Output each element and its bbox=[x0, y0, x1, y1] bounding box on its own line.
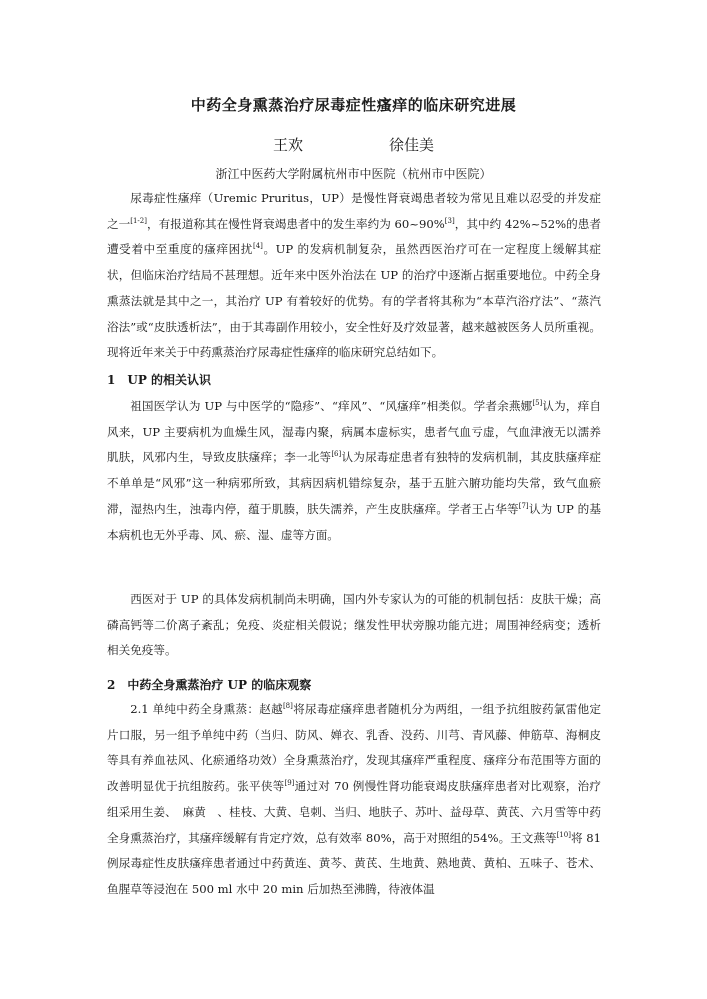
author-list bbox=[0, 134, 707, 155]
citation-ref: [10] bbox=[556, 830, 571, 839]
citation-ref: [1-2] bbox=[130, 216, 147, 225]
citation-ref: [3] bbox=[444, 216, 455, 225]
citation-ref: [6] bbox=[331, 450, 342, 459]
paper-title: 中药全身熏蒸治疗尿毒症性瘙痒的临床研究进展 bbox=[190, 96, 517, 114]
text-run: 认为 UP 的基本病机也无外乎毒、风、瘀、湿、虚等方面。 bbox=[107, 501, 601, 542]
section-heading: 1 UP 的相关认识 bbox=[107, 373, 212, 387]
text-run: ，其中约 42%~52%的患者遭受着中至重度的瘙痒困扰 bbox=[107, 216, 601, 257]
intro-paragraph bbox=[107, 186, 601, 366]
section-paragraph bbox=[107, 697, 601, 903]
author-name: 徐佳美 bbox=[389, 136, 435, 154]
text-run: ，有报道称其在慢性肾衰竭患者中的发生率约为 60~90% bbox=[146, 216, 445, 231]
citation-ref: [7] bbox=[518, 501, 529, 510]
text-run: 2.1 单纯中药全身熏蒸：赵越 bbox=[130, 702, 283, 716]
author-name: 王欢 bbox=[272, 136, 303, 154]
section-paragraph bbox=[107, 394, 601, 548]
citation-ref: [8] bbox=[282, 702, 293, 710]
text-run: 将尿毒症瘙痒患者随机分为两组，一组予抗组胺药氯雷他定片口服，另一组予单纯中药（当归、防风、婵衣、乳香、没药、川芎、青风藤、伸筋草、海桐皮等具有养血祛风、化瘀通络功效）全身熏蒸治疗，发现其瘙痒严重程度、瘙痒分布范围等方面的改善明显优于抗组胺药。张平侠等 bbox=[107, 702, 601, 794]
text-run: 尿毒症性瘙痒（Uremic Pruritus，UP）是慢性肾衰竭患者较为常见且难以忍受的并发症之一 bbox=[107, 191, 601, 231]
citation-ref: [9] bbox=[284, 779, 295, 788]
text-run: 通过对 70 例慢性肾功能衰竭皮肤瘙痒患者对比观察，治疗组采用生姜、 麻黄 、桂枝、大黄、皂刺、当归、地肤子、苏叶、益母草、黄芪、六月雪等中药全身熏蒸治疗，其瘙痒缓解有肯定疗效，总有效率 80%，高于对照组的54%。王文燕等 bbox=[107, 779, 601, 845]
section-paragraph: 西医对于 UP 的具体发病机制尚未明确，国内外专家认为的可能的机制包括：皮肤干燥；高磷高钙等二价离子紊乱；免疫、炎症相关假说；继发性甲状旁腺功能亢进；周围神经病变；透析相关免疫等。 bbox=[107, 592, 601, 658]
citation-ref: [5] bbox=[532, 399, 543, 407]
text-run: 认为尿毒症患者有独特的发病机制，其皮肤瘙痒症不单单是“风邪”这一种病邪所致，其病因病机错综复杂，基于五脏六腑功能均失常，致气血瘀滞，湿热内生，浊毒内停，蕴于肌腠，肤失濡养，产生皮肤瘙痒。学者王占华等 bbox=[107, 450, 601, 516]
citation-ref: [4] bbox=[252, 242, 263, 251]
text-run: 。UP 的发病机制复杂，虽然西医治疗可在一定程度上缓解其症状，但临床治疗结局不甚理想。近年来中医外治法在 UP 的治疗中逐渐占据重要地位。中药全身熏蒸法就是其中之一，其治疗 UP 有着较好的优势。有的学者将其称为“本草汽浴疗法”、“蒸汽浴法”或“皮肤透析法”，由于其毒副作用较小，安全性好及疗效显著，越来越被医务人员所重视。现将近年来关于中药熏蒸治疗尿毒症性瘙痒的临床研究总结如下。 bbox=[107, 242, 601, 360]
text-run: 祖国医学认为 UP 与中医学的“隐疹”、“痒风”、“风瘙痒”相类似。学者余燕娜 bbox=[130, 399, 533, 413]
text-run: 认为，痒自风来，UP 主要病机为血燥生风，湿毒内聚，病属本虚标实，患者气血亏虚，气血津液无以濡养肌肤，风邪内生，导致皮肤瘙痒；李一北等 bbox=[107, 399, 601, 465]
section-heading: 2 中药全身熏蒸治疗 UP 的临床观察 bbox=[107, 678, 312, 692]
text-run: 将 81 例尿毒症性皮肤瘙痒患者通过中药黄连、黄芩、黄芪、生地黄、熟地黄、黄柏、五味子、苍术、鱼腥草等浸泡在 500 ml 水中 20 min 后加热至沸腾，待液体温 bbox=[107, 830, 601, 896]
affiliation: 浙江中医药大学附属杭州市中医院（杭州市中医院） bbox=[215, 167, 492, 181]
